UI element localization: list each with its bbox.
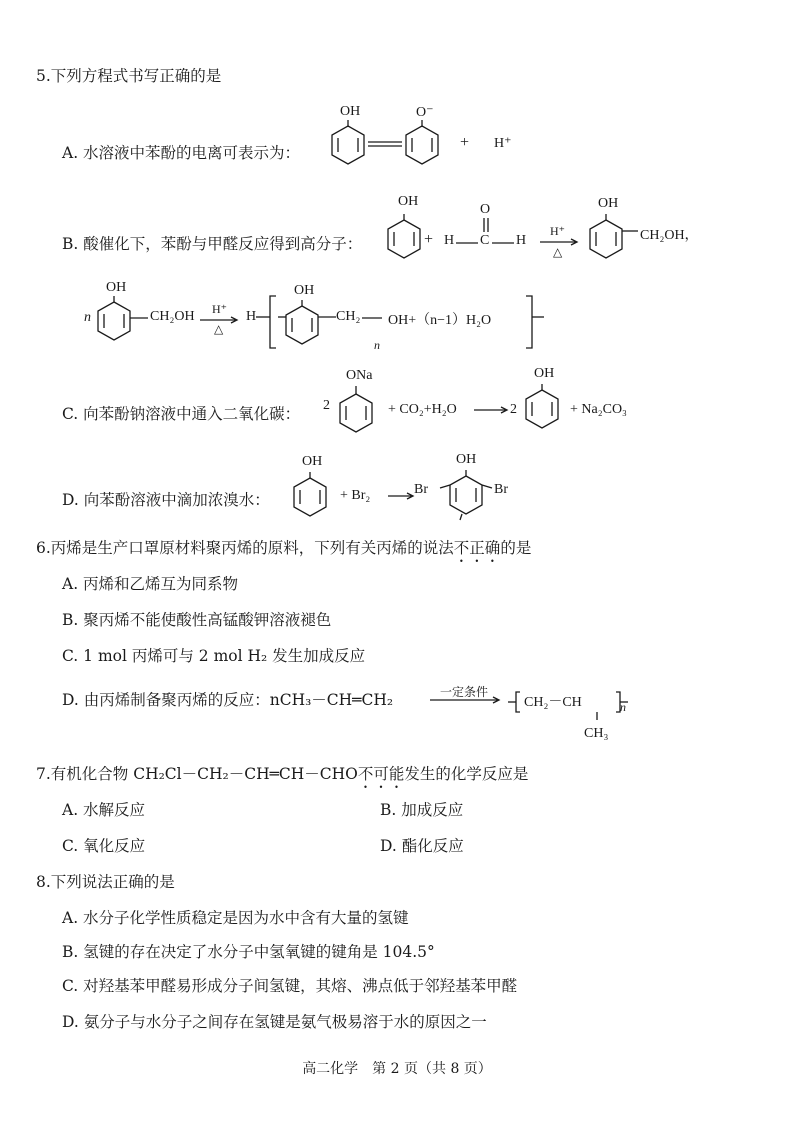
q5d-br-left: Br bbox=[414, 482, 428, 497]
q6-option-c: C. 1 mol 丙烯可与 2 mol H₂ 发生加成反应 bbox=[62, 647, 366, 665]
q6d-condition: 一定条件 bbox=[440, 685, 489, 699]
q5a-hplus: H⁺ bbox=[494, 136, 512, 151]
q5b-line2-oh: OH bbox=[106, 280, 127, 295]
benzene-ring-icon bbox=[588, 218, 648, 260]
bond-line-icon bbox=[456, 241, 478, 245]
reaction-arrow-icon bbox=[388, 492, 416, 500]
q5b-line2-catalyst: H⁺ bbox=[212, 302, 227, 316]
q5c-coef-1: 2 bbox=[323, 398, 330, 413]
q5a-plus: + bbox=[460, 134, 470, 151]
benzene-ring-icon bbox=[292, 476, 328, 518]
benzene-ring-icon bbox=[330, 124, 366, 166]
q5b-formaldehyde-h-right: H bbox=[516, 233, 527, 248]
q5b-polymer-tail: OH+（n−1）H₂O bbox=[388, 313, 492, 328]
q7-option-c: C. 氧化反应 bbox=[62, 837, 146, 855]
q5-option-c: C. 向苯酚钠溶液中通入二氧化碳： bbox=[62, 405, 301, 423]
q7-option-a: A. 水解反应 bbox=[62, 801, 146, 819]
q6-stem bbox=[36, 538, 531, 566]
q5b-polymer-h: H bbox=[246, 309, 257, 324]
q5b-formaldehyde-c: C bbox=[480, 233, 490, 248]
q6d-product-n: n bbox=[620, 700, 626, 714]
q6-stem-emphasis: 不正确 bbox=[453, 539, 501, 557]
q6d-product: CH₂－CH bbox=[524, 695, 582, 710]
benzene-ring-icon bbox=[404, 124, 440, 166]
q5a-phenoxide-o: O⁻ bbox=[416, 105, 434, 120]
q7-stem bbox=[36, 764, 528, 792]
q5c-phenol-oh: OH bbox=[534, 366, 555, 381]
q7-option-b: B. 加成反应 bbox=[380, 801, 464, 819]
benzene-ring-icon bbox=[524, 388, 560, 430]
q6-option-b: B. 聚丙烯不能使酸性高锰酸钾溶液褪色 bbox=[62, 611, 332, 629]
q7-stem-end: 发生的化学反应是 bbox=[404, 765, 529, 783]
q5b-product-oh: OH bbox=[598, 196, 619, 211]
q5b-catalyst: H⁺ bbox=[550, 224, 565, 238]
bond-line-icon bbox=[492, 241, 514, 245]
q5b-formaldehyde-o: O bbox=[480, 202, 491, 217]
reaction-arrow-icon bbox=[474, 406, 510, 414]
q5b-heat: △ bbox=[553, 245, 563, 259]
page-footer: 高二化学 第 2 页（共 8 页） bbox=[302, 1061, 492, 1077]
q8-option-c: C. 对羟基苯甲醛易形成分子间氢键，其熔、沸点低于邻羟基苯甲醛 bbox=[62, 977, 518, 995]
q5b-plus: + bbox=[424, 231, 434, 248]
q5b-line2-ch2oh: CH₂OH bbox=[150, 309, 195, 324]
q5c-product-na2co3: + Na₂CO₃ bbox=[570, 402, 627, 417]
q6-option-a: A. 丙烯和乙烯互为同系物 bbox=[62, 575, 239, 593]
q5d-bromine: + Br₂ bbox=[340, 488, 371, 503]
q5b-polymer-oh: OH bbox=[294, 283, 315, 298]
q5b-product-ch2oh: CH₂OH， bbox=[640, 228, 699, 243]
q5-option-b: B. 酸催化下，苯酚与甲醛反应得到高分子： bbox=[62, 235, 363, 253]
q6-stem-text: 6.丙烯是生产口罩原材料聚丙烯的原料，下列有关丙烯的说法 bbox=[36, 539, 454, 557]
q8-option-a: A. 水分子化学性质稳定是因为水中含有大量的氢键 bbox=[62, 909, 409, 927]
q5c-coef-2: 2 bbox=[510, 402, 517, 417]
q5b-polymer-ch2: CH₂ bbox=[336, 309, 361, 324]
reaction-arrow-icon bbox=[430, 696, 502, 704]
q5-option-a: A. 水溶液中苯酚的电离可表示为： bbox=[62, 144, 301, 162]
q5b-phenol-oh: OH bbox=[398, 194, 419, 209]
q6d-ch3: CH₃ bbox=[584, 726, 609, 741]
q5-stem: 5.下列方程式书写正确的是 bbox=[36, 67, 222, 85]
q7-stem-emphasis: 不可能 bbox=[357, 765, 405, 783]
benzene-ring-icon bbox=[278, 304, 338, 348]
q8-option-b: B. 氢键的存在决定了水分子中氢氧键的键角是 104.5° bbox=[62, 943, 435, 961]
q8-stem: 8.下列说法正确的是 bbox=[36, 873, 175, 891]
q5c-sodium-phenoxide: ONa bbox=[346, 368, 373, 383]
q7-option-d: D. 酯化反应 bbox=[380, 837, 464, 855]
equilibrium-arrow-icon bbox=[368, 140, 402, 148]
q7-stem-text: 7.有机化合物 CH₂Cl－CH₂－CH═CH－CHO bbox=[36, 765, 358, 783]
q5d-phenol-oh: OH bbox=[302, 454, 323, 469]
q5b-line2-heat: △ bbox=[214, 322, 224, 336]
q5-option-d: D. 向苯酚溶液中滴加浓溴水： bbox=[62, 491, 270, 509]
q6-stem-end: 的是 bbox=[500, 539, 532, 557]
benzene-ring-icon bbox=[338, 392, 374, 434]
q5c-reactants: + CO₂+H₂O bbox=[388, 402, 457, 417]
benzene-ring-icon bbox=[96, 300, 152, 342]
q5b-formaldehyde-h-left: H bbox=[444, 233, 455, 248]
q5b-line2-n: n bbox=[84, 310, 91, 325]
bond-line-icon bbox=[362, 316, 382, 320]
q5b-polymer-n: n bbox=[374, 338, 380, 352]
q5a-phenol-oh: OH bbox=[340, 104, 361, 119]
double-bond-icon bbox=[483, 218, 489, 234]
benzene-ring-icon bbox=[386, 218, 422, 260]
q5d-product-oh: OH bbox=[456, 452, 477, 467]
q6-option-d: D. 由丙烯制备聚丙烯的反应：nCH₃－CH═CH₂ bbox=[62, 691, 394, 709]
q8-option-d: D. 氨分子与水分子之间存在氢键是氨气极易溶于水的原因之一 bbox=[62, 1013, 487, 1031]
q5d-br-right: Br bbox=[494, 482, 508, 497]
